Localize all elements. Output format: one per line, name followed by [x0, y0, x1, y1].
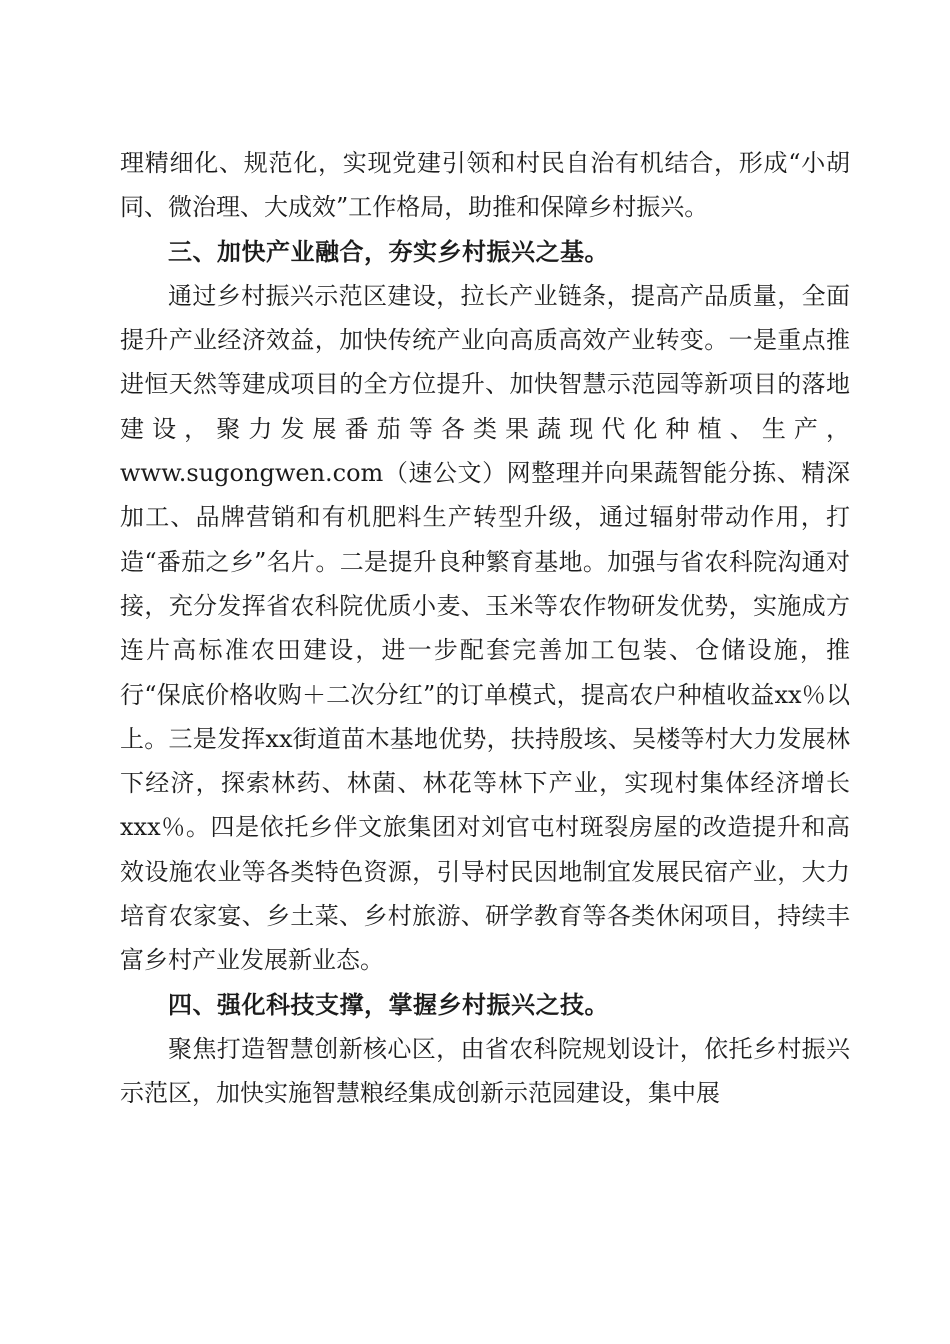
- paragraph-technology-support: 聚焦打造智慧创新核心区，由省农科院规划设计，依托乡村振兴示范区，加快实施智慧粮经集成创新示范园建设，集中展: [120, 1034, 850, 1108]
- document-body: [120, 141, 850, 1116]
- section-heading-three: 三、加快产业融合，夯实乡村振兴之基。: [168, 237, 609, 266]
- paragraph-industry-integration: 通过乡村振兴示范区建设，拉长产业链条，提高产品质量，全面提升产业经济效益，加快传统产业向高质高效产业转变。一是重点推进恒天然等建成项目的全方位提升、加快智慧示范园等新项目的落地建设，聚力发展番茄等各类果蔬现代化种植、生产，www.sugongwen.com（速公文）网整理并向果蔬智能分拣、精深加工、品牌营销和有机肥料生产转型升级，通过辐射带动作用，打造“番茄之乡”名片。二是提升良种繁育基地。加强与省农科院沟通对接，充分发挥省农科院优质小麦、玉米等农作物研发优势，实施成方连片高标准农田建设，进一步配套完善加工包装、仓储设施，推行“保底价格收购＋二次分红”的订单模式，提高农户种植收益xx％以上。三是发挥xx街道苗木基地优势，扶持殷垓、吴楼等村大力发展林下经济，探索林药、林菌、林花等林下产业，实现村集体经济增长xxx％。四是依托乡伴文旅集团对刘官屯村斑裂房屋的改造提升和高效设施农业等各类特色资源，引导村民因地制宜发展民宿产业，大力培育农家宴、乡土菜、乡村旅游、研学教育等各类休闲项目，持续丰富乡村产业发展新业态。: [120, 281, 850, 975]
- section-heading-four: 四、强化科技支撑，掌握乡村振兴之技。: [168, 990, 609, 1019]
- paragraph-governance-continuation: 理精细化、规范化，实现党建引领和村民自治有机结合，形成“小胡同、微治理、大成效”工作格局，助推和保障乡村振兴。: [120, 149, 850, 222]
